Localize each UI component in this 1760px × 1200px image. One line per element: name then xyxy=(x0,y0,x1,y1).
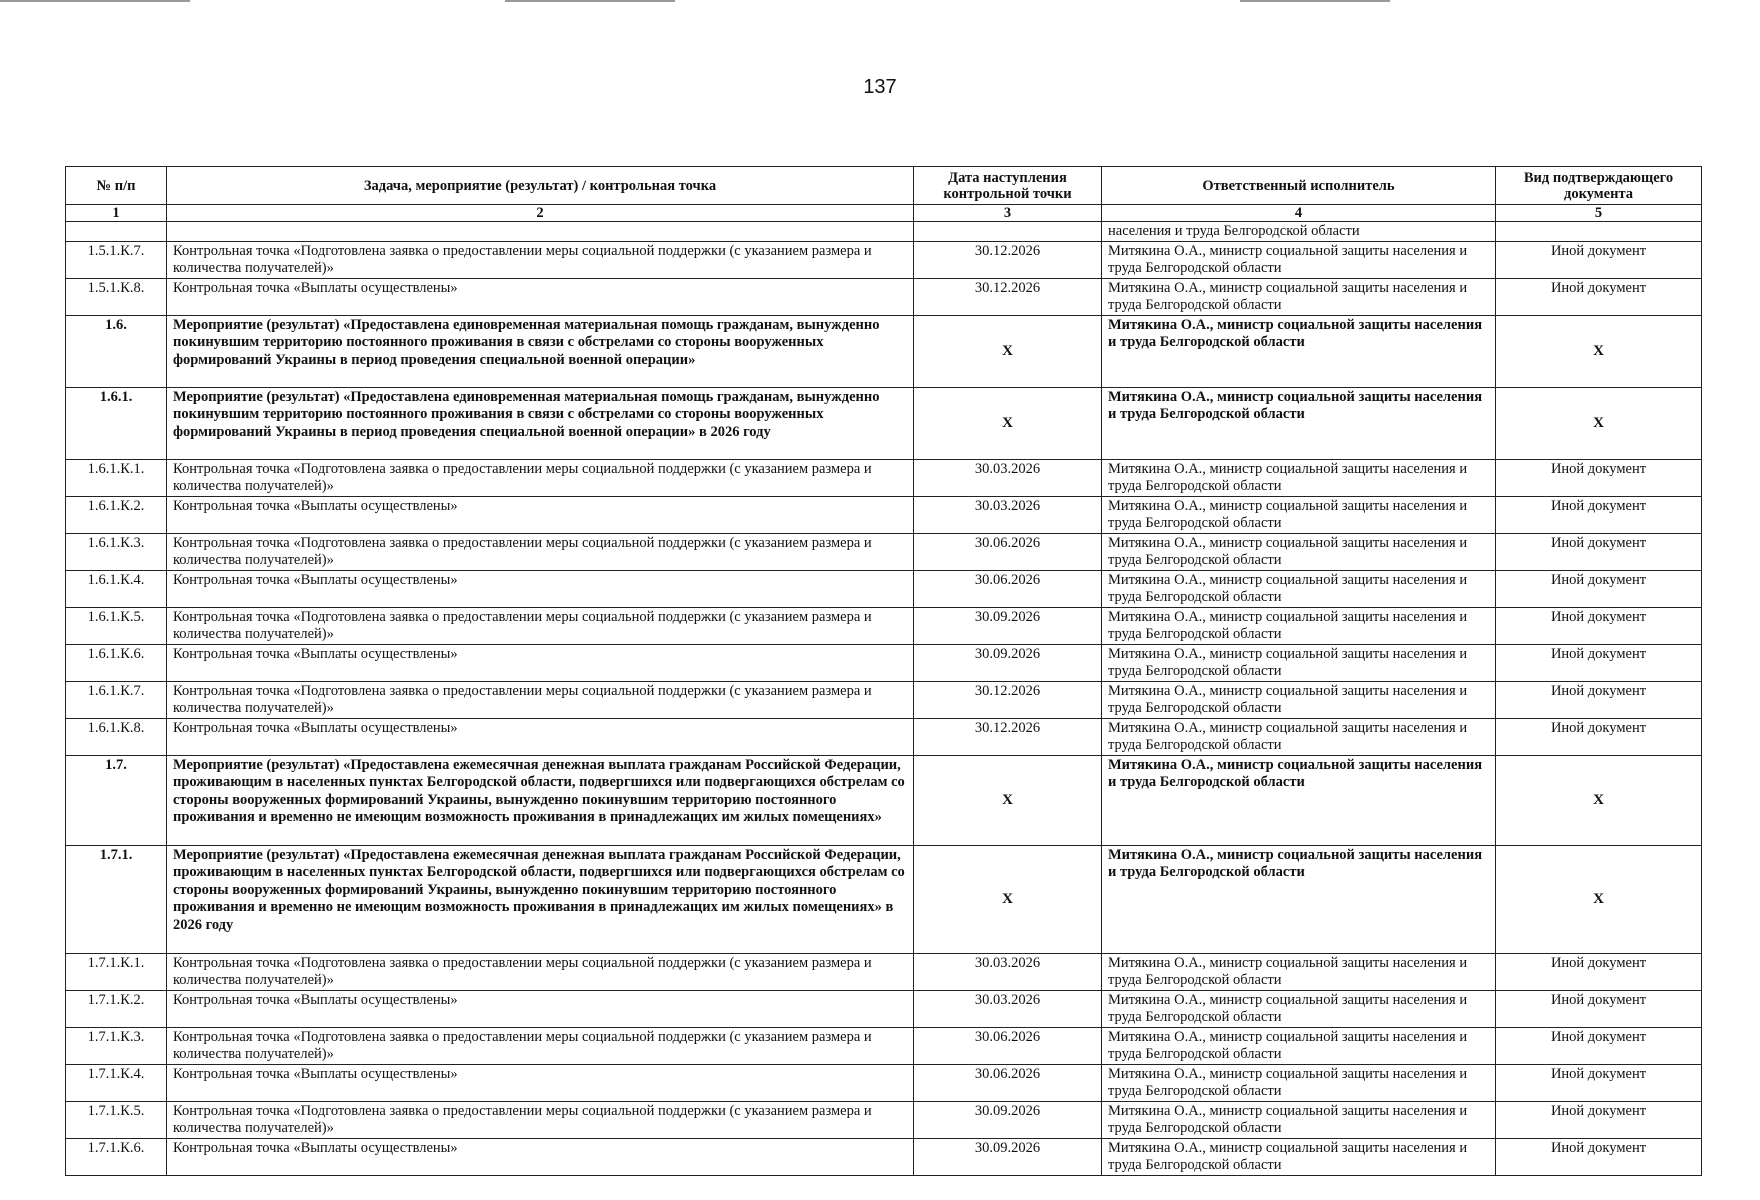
cell-task: Контрольная точка «Выплаты осуществлены» xyxy=(167,278,914,315)
cell-task: Контрольная точка «Выплаты осуществлены» xyxy=(167,644,914,681)
cell-doc: Иной документ xyxy=(1496,718,1702,755)
cell-executor: Митякина О.А., министр социальной защиты населения и труда Белгородской области xyxy=(1102,278,1496,315)
table-row xyxy=(66,845,1702,953)
scan-edge-line xyxy=(1240,0,1390,2)
cell-date: 30.09.2026 xyxy=(914,1101,1102,1138)
cell-task: Контрольная точка «Подготовлена заявка о предоставлении меры социальной поддержки (с указанием размера и количества получателей)» xyxy=(167,1027,914,1064)
cell-num: 1.7.1.К.6. xyxy=(66,1138,167,1175)
cell-task: Контрольная точка «Выплаты осуществлены» xyxy=(167,1064,914,1101)
cell-task: Мероприятие (результат) «Предоставлена ежемесячная денежная выплата гражданам Российской Федерации, проживающим в населенных пунктах Белгородской области, подвергшихся или подвергающихся обстрелам со стороны вооруженных формирований Украины, вынужденно покинувшим территорию постоянного проживания и временно не имеющим возможность проживания в принадлежащих им жилых помещениях» в 2026 году xyxy=(167,845,914,953)
cell-date: Х xyxy=(914,845,1102,953)
table-row xyxy=(66,644,1702,681)
table-row xyxy=(66,681,1702,718)
cell-date: Х xyxy=(914,755,1102,845)
table-row xyxy=(66,533,1702,570)
table-row xyxy=(66,1064,1702,1101)
header-executor: Ответственный исполнитель xyxy=(1102,167,1496,205)
cell-date xyxy=(914,222,1102,242)
cell-executor: Митякина О.А., министр социальной защиты населения и труда Белгородской области xyxy=(1102,533,1496,570)
cell-doc: Иной документ xyxy=(1496,241,1702,278)
cell-doc: Иной документ xyxy=(1496,1138,1702,1175)
cell-executor: Митякина О.А., министр социальной защиты населения и труда Белгородской области xyxy=(1102,459,1496,496)
cell-date: 30.12.2026 xyxy=(914,241,1102,278)
cell-task: Контрольная точка «Подготовлена заявка о предоставлении меры социальной поддержки (с указанием размера и количества получателей)» xyxy=(167,241,914,278)
cell-date: 30.03.2026 xyxy=(914,459,1102,496)
table-row xyxy=(66,496,1702,533)
cell-executor: Митякина О.А., министр социальной защиты населения и труда Белгородской области xyxy=(1102,496,1496,533)
cell-executor: Митякина О.А., министр социальной защиты населения и труда Белгородской области xyxy=(1102,755,1496,845)
cell-executor: Митякина О.А., министр социальной защиты населения и труда Белгородской области xyxy=(1102,681,1496,718)
table-row xyxy=(66,755,1702,845)
table-row xyxy=(66,1101,1702,1138)
table-row xyxy=(66,1138,1702,1175)
table-row xyxy=(66,607,1702,644)
cell-date: 30.03.2026 xyxy=(914,496,1102,533)
cell-executor: Митякина О.А., министр социальной защиты населения и труда Белгородской области xyxy=(1102,1101,1496,1138)
table-header-row xyxy=(66,167,1702,205)
cell-num: 1.6.1.К.5. xyxy=(66,607,167,644)
cell-date: 30.03.2026 xyxy=(914,990,1102,1027)
cell-task: Контрольная точка «Выплаты осуществлены» xyxy=(167,496,914,533)
cell-num: 1.5.1.К.7. xyxy=(66,241,167,278)
cell-executor: Митякина О.А., министр социальной защиты населения и труда Белгородской области xyxy=(1102,315,1496,387)
cell-num xyxy=(66,222,167,242)
cell-executor: Митякина О.А., министр социальной защиты населения и труда Белгородской области xyxy=(1102,1027,1496,1064)
cell-date: 30.12.2026 xyxy=(914,278,1102,315)
cell-task: Мероприятие (результат) «Предоставлена единовременная материальная помощь гражданам, вынужденно покинувшим территорию постоянного проживания в связи с обстрелами со стороны вооруженных формирований Украины в период проведения специальной военной операции» xyxy=(167,315,914,387)
cell-doc: Иной документ xyxy=(1496,533,1702,570)
table-row xyxy=(66,278,1702,315)
column-number: 3 xyxy=(914,205,1102,222)
column-numbers-row xyxy=(66,205,1702,222)
cell-executor: Митякина О.А., министр социальной защиты населения и труда Белгородской области xyxy=(1102,241,1496,278)
cell-doc: Иной документ xyxy=(1496,1101,1702,1138)
cell-doc: Х xyxy=(1496,755,1702,845)
cell-task: Контрольная точка «Подготовлена заявка о предоставлении меры социальной поддержки (с указанием размера и количества получателей)» xyxy=(167,1101,914,1138)
table-row xyxy=(66,222,1702,242)
cell-task: Контрольная точка «Подготовлена заявка о предоставлении меры социальной поддержки (с указанием размера и количества получателей)» xyxy=(167,681,914,718)
cell-executor: Митякина О.А., министр социальной защиты населения и труда Белгородской области xyxy=(1102,718,1496,755)
column-number: 5 xyxy=(1496,205,1702,222)
header-date: Дата наступления контрольной точки xyxy=(914,167,1102,205)
cell-doc xyxy=(1496,222,1702,242)
cell-doc: Иной документ xyxy=(1496,570,1702,607)
table-row xyxy=(66,459,1702,496)
cell-doc: Х xyxy=(1496,387,1702,459)
cell-executor: Митякина О.А., министр социальной защиты населения и труда Белгородской области xyxy=(1102,990,1496,1027)
cell-num: 1.6.1. xyxy=(66,387,167,459)
cell-date: 30.12.2026 xyxy=(914,718,1102,755)
cell-task: Контрольная точка «Выплаты осуществлены» xyxy=(167,1138,914,1175)
cell-doc: Иной документ xyxy=(1496,681,1702,718)
cell-date: 30.06.2026 xyxy=(914,1064,1102,1101)
cell-date: Х xyxy=(914,315,1102,387)
cell-executor: Митякина О.А., министр социальной защиты населения и труда Белгородской области xyxy=(1102,1064,1496,1101)
cell-executor: Митякина О.А., министр социальной защиты населения и труда Белгородской области xyxy=(1102,607,1496,644)
cell-num: 1.6. xyxy=(66,315,167,387)
cell-date: Х xyxy=(914,387,1102,459)
cell-doc: Иной документ xyxy=(1496,644,1702,681)
cell-doc: Иной документ xyxy=(1496,496,1702,533)
cell-num: 1.7.1.К.2. xyxy=(66,990,167,1027)
control-points-table xyxy=(65,166,1702,1176)
column-number: 1 xyxy=(66,205,167,222)
header-doc: Вид подтверждающего документа xyxy=(1496,167,1702,205)
cell-num: 1.6.1.К.8. xyxy=(66,718,167,755)
cell-task: Контрольная точка «Подготовлена заявка о предоставлении меры социальной поддержки (с указанием размера и количества получателей)» xyxy=(167,459,914,496)
cell-num: 1.6.1.К.6. xyxy=(66,644,167,681)
header-task: Задача, мероприятие (результат) / контрольная точка xyxy=(167,167,914,205)
table-row xyxy=(66,990,1702,1027)
cell-executor: Митякина О.А., министр социальной защиты населения и труда Белгородской области xyxy=(1102,1138,1496,1175)
cell-date: 30.06.2026 xyxy=(914,533,1102,570)
cell-doc: Х xyxy=(1496,315,1702,387)
cell-task: Мероприятие (результат) «Предоставлена ежемесячная денежная выплата гражданам Российской Федерации, проживающим в населенных пунктах Белгородской области, подвергшихся или подвергающихся обстрелам со стороны вооруженных формирований Украины, вынужденно покинувшим территорию постоянного проживания и временно не имеющим возможность проживания в принадлежащих им жилых помещениях» xyxy=(167,755,914,845)
cell-num: 1.7.1. xyxy=(66,845,167,953)
column-number: 4 xyxy=(1102,205,1496,222)
cell-date: 30.12.2026 xyxy=(914,681,1102,718)
cell-num: 1.7.1.К.4. xyxy=(66,1064,167,1101)
cell-task xyxy=(167,222,914,242)
cell-date: 30.09.2026 xyxy=(914,644,1102,681)
scan-edge-line xyxy=(0,0,190,2)
cell-executor: населения и труда Белгородской области xyxy=(1102,222,1496,242)
cell-task: Контрольная точка «Подготовлена заявка о предоставлении меры социальной поддержки (с указанием размера и количества получателей)» xyxy=(167,533,914,570)
table-row xyxy=(66,953,1702,990)
cell-doc: Иной документ xyxy=(1496,1064,1702,1101)
cell-date: 30.06.2026 xyxy=(914,1027,1102,1064)
cell-date: 30.06.2026 xyxy=(914,570,1102,607)
cell-task: Контрольная точка «Подготовлена заявка о предоставлении меры социальной поддержки (с указанием размера и количества получателей)» xyxy=(167,953,914,990)
cell-num: 1.6.1.К.7. xyxy=(66,681,167,718)
table-row xyxy=(66,1027,1702,1064)
cell-num: 1.5.1.К.8. xyxy=(66,278,167,315)
cell-num: 1.6.1.К.2. xyxy=(66,496,167,533)
cell-doc: Иной документ xyxy=(1496,459,1702,496)
cell-num: 1.6.1.К.3. xyxy=(66,533,167,570)
cell-num: 1.6.1.К.4. xyxy=(66,570,167,607)
cell-doc: Иной документ xyxy=(1496,1027,1702,1064)
cell-task: Контрольная точка «Выплаты осуществлены» xyxy=(167,990,914,1027)
cell-doc: Иной документ xyxy=(1496,990,1702,1027)
cell-task: Контрольная точка «Выплаты осуществлены» xyxy=(167,570,914,607)
cell-executor: Митякина О.А., министр социальной защиты населения и труда Белгородской области xyxy=(1102,644,1496,681)
cell-doc: Иной документ xyxy=(1496,278,1702,315)
cell-task: Контрольная точка «Подготовлена заявка о предоставлении меры социальной поддержки (с указанием размера и количества получателей)» xyxy=(167,607,914,644)
cell-executor: Митякина О.А., министр социальной защиты населения и труда Белгородской области xyxy=(1102,845,1496,953)
table-row xyxy=(66,570,1702,607)
cell-doc: Х xyxy=(1496,845,1702,953)
cell-executor: Митякина О.А., министр социальной защиты населения и труда Белгородской области xyxy=(1102,953,1496,990)
table-row xyxy=(66,387,1702,459)
cell-task: Мероприятие (результат) «Предоставлена единовременная материальная помощь гражданам, вынужденно покинувшим территорию постоянного проживания в связи с обстрелами со стороны вооруженных формирований Украины в период проведения специальной военной операции» в 2026 году xyxy=(167,387,914,459)
header-num: № п/п xyxy=(66,167,167,205)
cell-doc: Иной документ xyxy=(1496,607,1702,644)
column-number: 2 xyxy=(167,205,914,222)
cell-num: 1.7.1.К.1. xyxy=(66,953,167,990)
cell-num: 1.7. xyxy=(66,755,167,845)
page-number: 137 xyxy=(863,76,897,98)
table-row xyxy=(66,718,1702,755)
cell-doc: Иной документ xyxy=(1496,953,1702,990)
cell-date: 30.09.2026 xyxy=(914,607,1102,644)
cell-date: 30.03.2026 xyxy=(914,953,1102,990)
cell-num: 1.7.1.К.3. xyxy=(66,1027,167,1064)
cell-executor: Митякина О.А., министр социальной защиты населения и труда Белгородской области xyxy=(1102,570,1496,607)
cell-num: 1.6.1.К.1. xyxy=(66,459,167,496)
scan-edge-line xyxy=(505,0,675,2)
cell-num: 1.7.1.К.5. xyxy=(66,1101,167,1138)
cell-task: Контрольная точка «Выплаты осуществлены» xyxy=(167,718,914,755)
cell-date: 30.09.2026 xyxy=(914,1138,1102,1175)
table-row xyxy=(66,315,1702,387)
cell-executor: Митякина О.А., министр социальной защиты населения и труда Белгородской области xyxy=(1102,387,1496,459)
table-row xyxy=(66,241,1702,278)
